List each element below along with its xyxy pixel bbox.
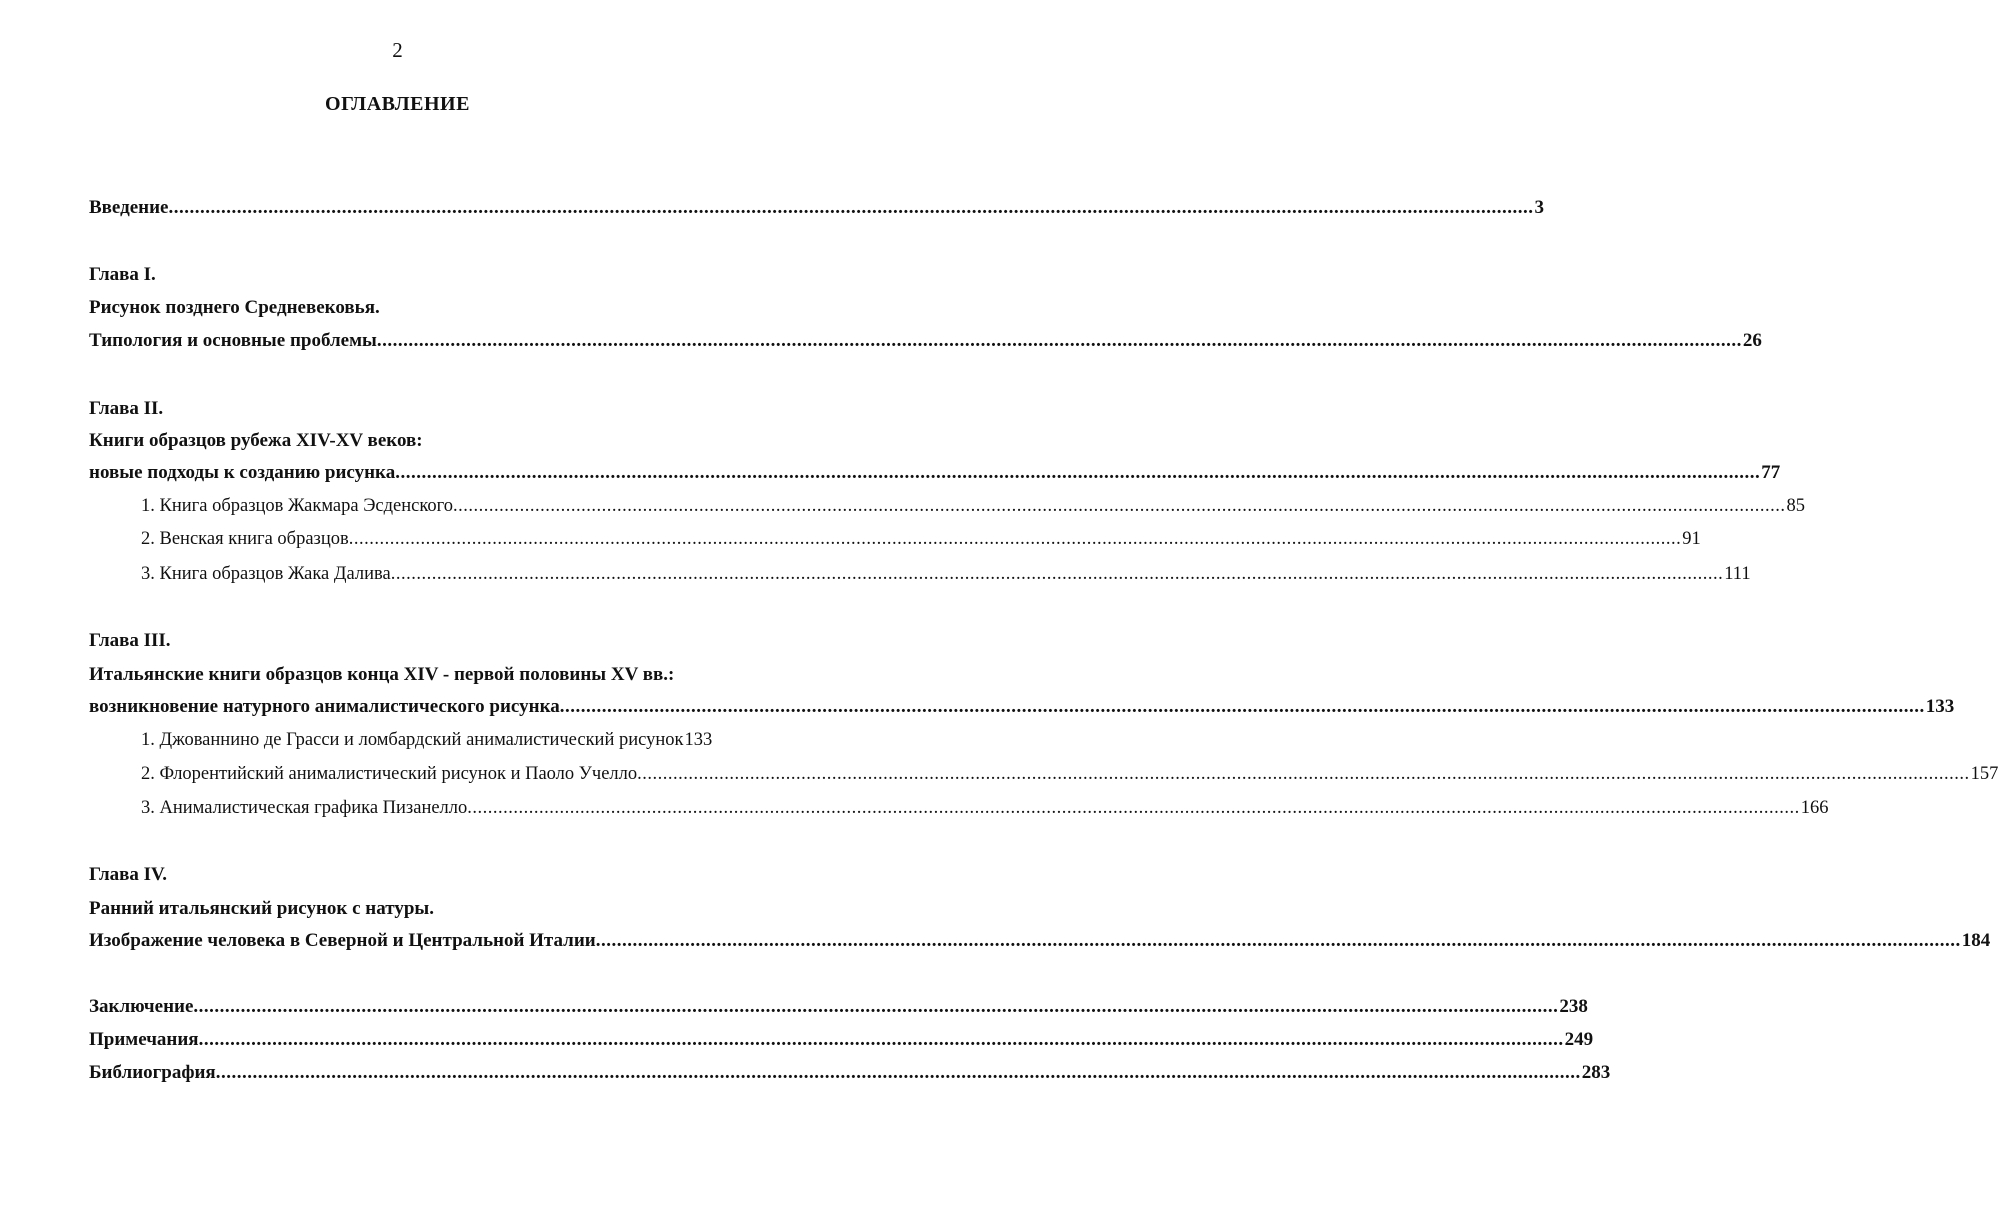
dot-leader: ....................................................................................................................................................................................................................................................................: [453, 496, 1786, 516]
toc-entry-label: 2. Венская книга образцов: [141, 529, 349, 549]
toc-entry-label: Библиография: [89, 1062, 216, 1083]
toc-entry-label: возникновение натурного анималистического рисунка: [89, 696, 560, 717]
toc-entry-chapter-4[interactable]: [89, 930, 1991, 952]
dot-leader: ....................................................................................................................................................................................................................................................................: [559, 696, 1925, 717]
dot-leader: ....................................................................................................................................................................................................................................................................: [215, 1062, 1581, 1083]
toc-entry-page: 133: [684, 730, 713, 750]
dot-leader: ....................................................................................................................................................................................................................................................................: [198, 1029, 1564, 1050]
toc-entry-section[interactable]: [141, 764, 1998, 785]
dot-leader: ....................................................................................................................................................................................................................................................................: [595, 930, 1961, 951]
toc-entry-section[interactable]: [141, 798, 1829, 819]
dot-leader: ....................................................................................................................................................................................................................................................................: [637, 764, 1970, 784]
dot-leader: ....................................................................................................................................................................................................................................................................: [193, 996, 1559, 1017]
toc-entry-page: 133: [1925, 696, 1955, 717]
toc-entry-section[interactable]: [141, 529, 1701, 550]
chapter-1-title: Рисунок позднего Средневековья.: [89, 297, 380, 318]
toc-entry-page: 26: [1742, 330, 1762, 351]
toc-entry-page: 283: [1581, 1062, 1611, 1083]
toc-entry-page: 184: [1961, 930, 1991, 951]
toc-entry-section[interactable]: [141, 496, 1806, 517]
toc-entry-label: 2. Флорентийский анималистический рисунок и Паоло Учелло: [141, 764, 638, 784]
toc-entry-label: 3. Книга образцов Жака Далива: [141, 564, 391, 584]
toc-entry-label: новые подходы к созданию рисунка: [89, 462, 396, 483]
dot-leader: ....................................................................................................................................................................................................................................................................: [467, 798, 1800, 818]
chapter-3-heading: Глава III.: [89, 630, 171, 651]
dot-leader: ....................................................................................................................................................................................................................................................................: [395, 462, 1761, 483]
toc-entry-page: 85: [1786, 496, 1806, 516]
toc-entry-chapter-1[interactable]: [89, 330, 1762, 352]
toc-entry-section[interactable]: [141, 730, 713, 751]
toc-entry-notes[interactable]: [89, 1029, 1594, 1051]
page-title: ОГЛАВЛЕНИЕ: [325, 93, 470, 115]
dot-leader: ....................................................................................................................................................................................................................................................................: [376, 330, 1742, 351]
chapter-2-title: Книги образцов рубежа XIV-XV веков:: [89, 430, 423, 451]
toc-entry-intro[interactable]: [89, 197, 1544, 219]
toc-entry-label: Примечания: [89, 1029, 199, 1050]
page-number: 2: [392, 38, 403, 62]
chapter-4-title: Ранний итальянский рисунок с натуры.: [89, 898, 434, 919]
toc-entry-page: 157: [1970, 764, 1998, 784]
toc-entry-section[interactable]: [141, 564, 1751, 585]
toc-entry-label: Типология и основные проблемы: [89, 330, 377, 351]
chapter-2-heading: Глава II.: [89, 398, 164, 419]
toc-entry-label: Введение: [89, 197, 169, 218]
dot-leader: ....................................................................................................................................................................................................................................................................: [168, 197, 1534, 218]
toc-entry-page: 3: [1534, 197, 1544, 218]
toc-entry-chapter-2[interactable]: [89, 462, 1781, 484]
toc-entry-label: 1. Джованнино де Грасси и ломбардский анималистический рисунок: [141, 730, 684, 750]
toc-entry-label: 3. Анималистическая графика Пизанелло: [141, 798, 468, 818]
toc-entry-bibliography[interactable]: [89, 1062, 1611, 1084]
toc-entry-label: Изображение человека в Северной и Центральной Италии: [89, 930, 596, 951]
toc-entry-page: 249: [1564, 1029, 1594, 1050]
toc-entry-label: Заключение: [89, 996, 194, 1017]
toc-entry-page: 111: [1724, 564, 1751, 584]
toc-entry-page: 238: [1559, 996, 1588, 1017]
toc-entry-page: 91: [1682, 529, 1701, 549]
chapter-1-heading: Глава I.: [89, 264, 156, 285]
toc-entry-page: 77: [1761, 462, 1781, 483]
dot-leader: ....................................................................................................................................................................................................................................................................: [348, 529, 1682, 549]
toc-entry-label: 1. Книга образцов Жакмара Эсденского: [141, 496, 454, 516]
chapter-4-heading: Глава IV.: [89, 864, 168, 885]
dot-leader: ....................................................................................................................................................................................................................................................................: [390, 564, 1724, 584]
toc-entry-chapter-3[interactable]: [89, 696, 1955, 718]
toc-entry-conclusion[interactable]: [89, 996, 1588, 1018]
toc-entry-page: 166: [1800, 798, 1829, 818]
chapter-3-title: Итальянские книги образцов конца XIV - первой половины XV вв.:: [89, 664, 675, 685]
